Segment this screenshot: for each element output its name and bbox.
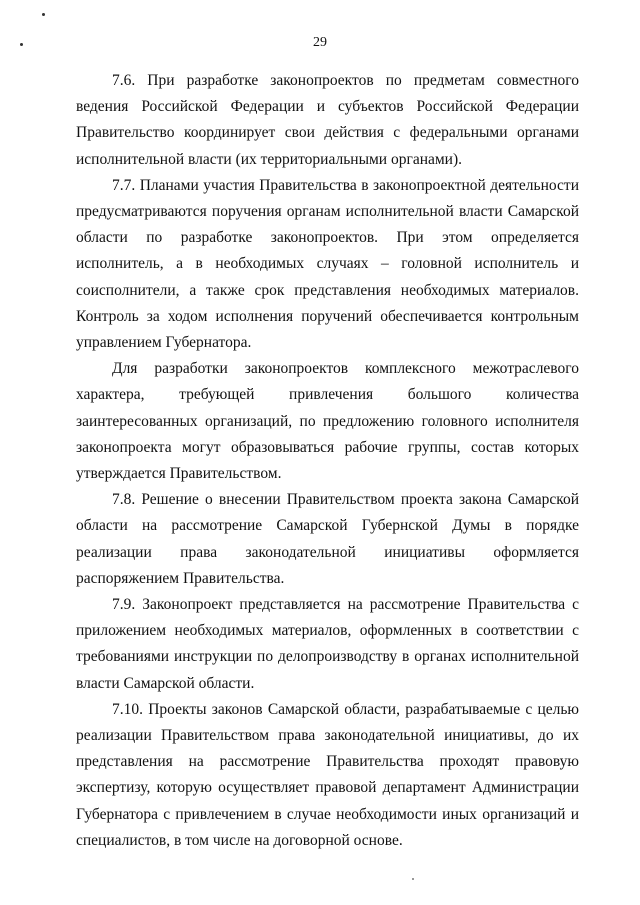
paragraph-7-9: 7.9. Законопроект представляется на рассмотрение Правительства с приложением необходимых материалов, оформленных в соответствии с требованиями инструкции по делопроизводству в органах исполнительной власти Самарской области. [76, 596, 579, 692]
page-number: 29 [313, 35, 327, 50]
paragraph-7-10: 7.10. Проекты законов Самарской области, разрабатываемые с целью реализации Правительством права законодательной инициативы, до их представления на рассмотрение Правительства проходят правовую экспертизу, которую осуществляет правовой департамент Администрации Губернатора с привлечением в случае необходимости иных организаций и специалистов, в том числе на договорной основе. [76, 700, 579, 849]
paragraph-working-groups: Для разработки законопроектов комплексного межотраслевого характера, требующей привлечения большого количества заинтересованных организаций, по предложению головного исполнителя законопроекта могут образовываться рабочие группы, состав которых утверждается Правительством. [76, 360, 579, 483]
paragraph-7-6: 7.6. При разработке законопроектов по предметам совместного ведения Российской Федерации и субъектов Российской Федерации Правительство координирует свои действия с федеральными органами исполнительной власти (их территориальными органами). [76, 72, 579, 168]
paragraph-7-8: 7.8. Решение о внесении Правительством проекта закона Самарской области на рассмотрение Самарской Губернской Думы в порядке реализации права законодательной инициативы оформляется распоряжением Правительства. [76, 491, 579, 587]
scan-dot-mark [412, 878, 414, 880]
scan-dot-mark [42, 13, 45, 16]
document-body [76, 68, 579, 854]
paragraph-7-7: 7.7. Планами участия Правительства в законопроектной деятельности предусматриваются поручения органам исполнительной власти Самарской области по разработке законопроектов. При этом определяется исполнитель, а в необходимых случаях – головной исполнитель и соисполнители, а также срок представления необходимых материалов. Контроль за ходом исполнения поручений обеспечивается контрольным управлением Губернатора. [76, 176, 579, 352]
